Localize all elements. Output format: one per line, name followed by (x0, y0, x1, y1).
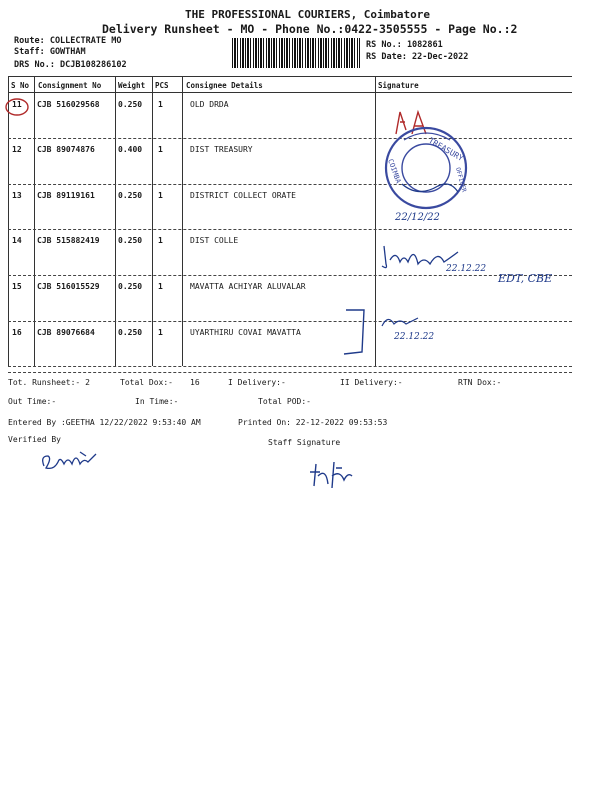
row-13-weight: 0.250 (118, 191, 143, 200)
row-14-divider (8, 275, 572, 276)
stamp-date-handwriting: 22/12/22 (395, 212, 440, 223)
row-12-sno: 12 (12, 145, 22, 154)
row-11-details: OLD DRDA (190, 100, 229, 109)
row-14-weight: 0.250 (118, 236, 143, 245)
rs-date: RS Date: 22-Dec-2022 (366, 52, 469, 62)
row-14-signature-note: EDT, CBE (498, 272, 553, 285)
staff-signature-icon (306, 458, 356, 494)
row-13-divider (8, 229, 572, 230)
row-14-sno: 14 (12, 236, 22, 245)
company-name: THE PROFESSIONAL COURIERS, Coimbatore (185, 8, 431, 21)
total-dox-value: 16 (190, 378, 200, 387)
row-16-details: UYARTHIRU COVAI MAVATTA (190, 328, 301, 337)
tot-runsheet: Tot. Runsheet:- 2 (8, 378, 90, 387)
col-rule-weight (152, 76, 153, 366)
row-11-weight: 0.250 (118, 100, 143, 109)
row-16-signature-icon (378, 312, 428, 332)
staff-signature-label: Staff Signature (268, 438, 341, 447)
row-12-divider (8, 184, 572, 185)
entered-by: Entered By :GEETHA 12/22/2022 9:53:40 AM (8, 418, 201, 427)
table-top-rule (8, 76, 572, 77)
staff-label: Staff: GOWTHAM (14, 47, 86, 57)
col-header-details: Consignee Details (186, 81, 263, 90)
row-14-details: DIST COLLE (190, 236, 239, 245)
row-12-details: DIST TREASURY (190, 145, 253, 154)
row-14-signature-date: 22.12.22 (446, 264, 487, 274)
printed-on: Printed On: 22-12-2022 09:53:53 (238, 418, 388, 427)
svg-text:TREASURY: TREASURY (427, 135, 465, 163)
col-rule-left (8, 76, 9, 366)
barcode (232, 38, 360, 68)
col-header-consignment: Consignment No (38, 81, 102, 90)
col-rule-sno (34, 76, 35, 366)
ii-delivery-label: II Delivery:- (340, 378, 403, 387)
row-14-pcs: 1 (158, 236, 163, 245)
svg-text:COIMBA: COIMBA (386, 157, 403, 185)
row-14-consignment: CJB 515882419 (37, 236, 100, 245)
table-bottom-divider (8, 372, 572, 373)
row-16-pcs: 1 (158, 328, 163, 337)
row-13-consignment: CJB 89119161 (37, 191, 95, 200)
rs-number: RS No.: 1082861 (366, 40, 443, 50)
row-15-divider (8, 321, 572, 322)
col-rule-pcs (182, 76, 183, 366)
col-rule-details (375, 76, 376, 366)
row-12-consignment: CJB 89074876 (37, 145, 95, 154)
row-16-consignment: CJB 89076684 (37, 328, 95, 337)
circle-mark-icon (4, 96, 34, 118)
row-16-divider (8, 366, 572, 367)
row-16-signature-date: 22.12.22 (394, 332, 435, 342)
row-13-details: DISTRICT COLLECT ORATE (190, 191, 296, 200)
row-11-sno: 11 (12, 100, 22, 109)
bracket-mark-icon (340, 306, 370, 356)
col-rule-cons (115, 76, 116, 366)
runsheet-title: Delivery Runsheet - MO - Phone No.:0422-3505555 - Page No.:2 (102, 22, 518, 36)
rtn-dox-label: RTN Dox:- (458, 378, 502, 387)
total-pod-label: Total POD:- (258, 397, 311, 406)
row-13-pcs: 1 (158, 191, 163, 200)
col-header-weight: Weight (118, 81, 146, 90)
row-12-pcs: 1 (158, 145, 163, 154)
verified-by-label: Verified By (8, 435, 61, 444)
drs-number: DRS No.: DCJB108286102 (14, 60, 127, 70)
table-header-rule (8, 92, 572, 93)
svg-text:OFFICER: OFFICER (454, 166, 468, 193)
col-header-signature: Signature (378, 81, 419, 90)
row-16-weight: 0.250 (118, 328, 143, 337)
row-12-weight: 0.400 (118, 145, 143, 154)
row-16-sno: 16 (12, 328, 22, 337)
total-dox-label: Total Dox:- (120, 378, 173, 387)
row-15-consignment: CJB 516015529 (37, 282, 100, 291)
row-11-pcs: 1 (158, 100, 163, 109)
out-time-label: Out Time:- (8, 397, 57, 406)
row-15-sno: 15 (12, 282, 22, 291)
verifier-signature-icon (36, 446, 106, 474)
route-label: Route: COLLECTRATE MO (14, 36, 122, 46)
row-11-consignment: CJB 516029568 (37, 100, 100, 109)
row-11-divider (8, 138, 572, 139)
i-delivery-label: I Delivery:- (228, 378, 286, 387)
col-header-pcs: PCS (155, 81, 169, 90)
treasury-stamp-icon (374, 122, 484, 214)
row-15-weight: 0.250 (118, 282, 143, 291)
col-header-sno: S No (11, 81, 30, 90)
row-13-sno: 13 (12, 191, 22, 200)
in-time-label: In Time:- (135, 397, 179, 406)
row-15-details: MAVATTA ACHIYAR ALUVALAR (190, 282, 306, 291)
row-15-pcs: 1 (158, 282, 163, 291)
